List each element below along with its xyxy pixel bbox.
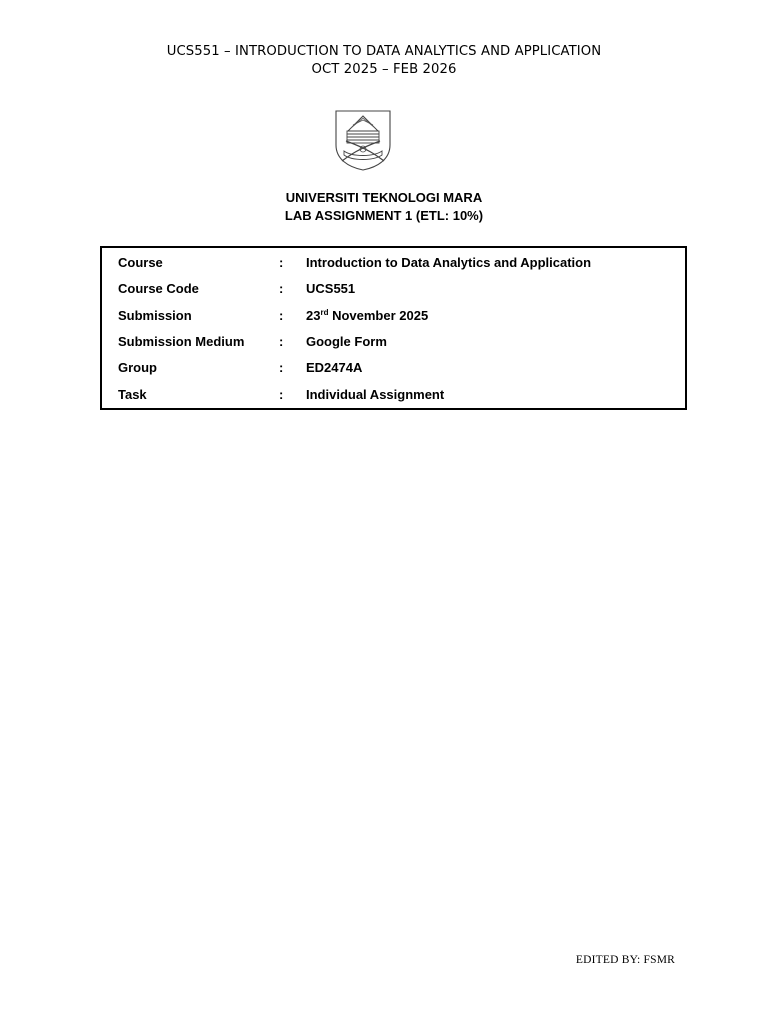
info-value: Introduction to Data Analytics and Application xyxy=(306,255,592,270)
info-value: Individual Assignment xyxy=(306,387,445,402)
info-label: Submission xyxy=(118,308,192,323)
uitm-crest-icon xyxy=(334,109,392,171)
info-value: Google Form xyxy=(306,334,387,349)
assignment-info-box xyxy=(100,246,687,410)
info-row-group xyxy=(102,358,685,378)
info-label: Group xyxy=(118,360,157,375)
info-colon: : xyxy=(279,360,284,375)
submission-day: 23 xyxy=(306,308,321,323)
submission-day-suffix: rd xyxy=(320,308,329,317)
info-row-submission-medium xyxy=(102,332,685,352)
info-label: Task xyxy=(118,387,147,402)
info-colon: : xyxy=(279,334,284,349)
info-label: Course xyxy=(118,255,163,270)
document-header xyxy=(0,43,768,79)
info-value: ED2474A xyxy=(306,360,363,375)
info-row-submission xyxy=(102,306,685,326)
info-colon: : xyxy=(279,255,284,270)
edited-by-footer: EDITED BY: FSMR xyxy=(575,954,675,966)
info-label: Submission Medium xyxy=(118,334,245,349)
info-colon: : xyxy=(279,281,284,296)
semester-header-line: OCT 2025 – FEB 2026 xyxy=(311,62,457,77)
info-colon: : xyxy=(279,387,284,402)
submission-month-year: November 2025 xyxy=(328,308,429,323)
course-header-line: UCS551 – INTRODUCTION TO DATA ANALYTICS AND APPLICATION xyxy=(166,44,602,59)
info-row-task xyxy=(102,385,685,405)
assignment-title: LAB ASSIGNMENT 1 (ETL: 10%) xyxy=(284,208,484,223)
info-value xyxy=(306,306,428,326)
title-block xyxy=(0,189,768,225)
university-name: UNIVERSITI TEKNOLOGI MARA xyxy=(285,190,483,205)
info-label: Course Code xyxy=(118,281,199,296)
info-row-course xyxy=(102,253,685,273)
info-row-course-code xyxy=(102,279,685,299)
info-value: UCS551 xyxy=(306,281,356,296)
info-colon: : xyxy=(279,308,284,323)
